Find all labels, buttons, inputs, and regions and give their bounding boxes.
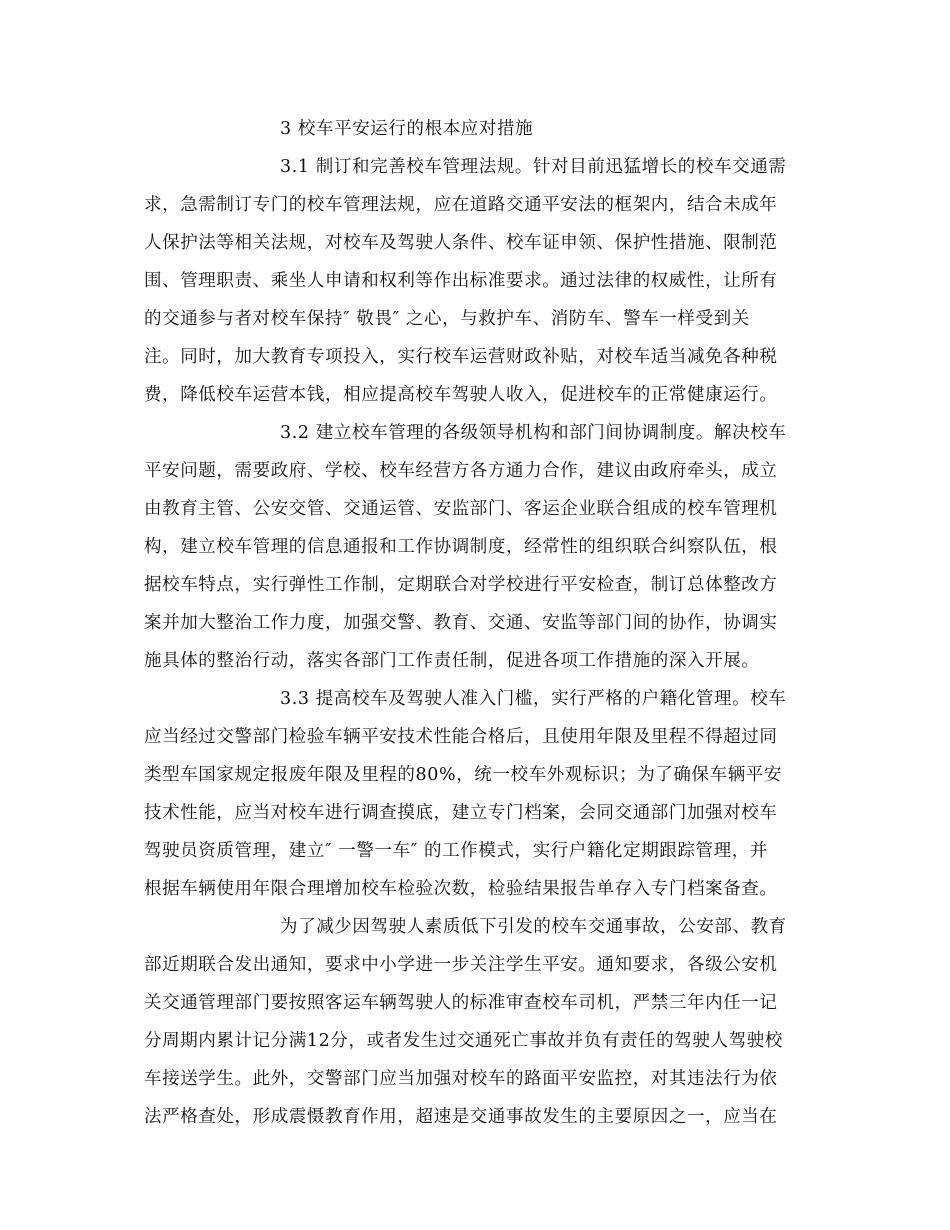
paragraph-line: 驾驶员资质管理，建立″ 一警一车″ 的工作模式，实行户籍化定期跟踪管理，并	[144, 841, 768, 861]
paragraph-line: 技术性能，应当对校车进行调查摸底，建立专门档案，会同交通部门加强对校车	[144, 803, 778, 823]
paragraph-line: 类型车国家规定报废年限及里程的80%，统一校车外观标识；为了确保车辆平安	[144, 765, 782, 785]
paragraph-line: 关交通管理部门要按照客运车辆驾驶人的标准审查校车司机，严禁三年内任一记	[144, 993, 778, 1013]
paragraph-line: 分周期内累计记分满12分，或者发生过交通死亡事故并负有责任的驾驶人驾驶校	[144, 1031, 783, 1051]
paragraph-line: 为了减少因驾驶人素质低下引发的校车交通事故，公安部、教育	[280, 917, 787, 937]
paragraph-line: 车接送学生。此外，交警部门应当加强对校车的路面平安监控，对其违法行为依	[144, 1069, 778, 1089]
paragraph-line: 的交通参与者对校车保持″ 敬畏″ 之心，与救护车、消防车、警车一样受到关	[144, 309, 750, 329]
section-heading: 3 校车平安运行的根本应对措施	[280, 119, 534, 139]
paragraph-line: 3.3 提高校车及驾驶人准入门槛，实行严格的户籍化管理。校车	[280, 689, 787, 709]
paragraph-line: 3.1 制订和完善校车管理法规。针对目前迅猛增长的校车交通需	[280, 157, 787, 177]
paragraph-line: 求，急需制订专门的校车管理法规，应在道路交通平安法的框架内，结合未成年	[144, 195, 778, 215]
paragraph-line: 部近期联合发出通知，要求中小学进一步关注学生平安。通知要求，各级公安机	[144, 955, 778, 975]
paragraph-line: 平安问题，需要政府、学校、校车经营方各方通力合作，建议由政府牵头，成立	[144, 461, 778, 481]
paragraph-line: 构，建立校车管理的信息通报和工作协调制度，经常性的组织联合纠察队伍，根	[144, 537, 778, 557]
paragraph-line: 据校车特点，实行弹性工作制，定期联合对学校进行平安检查，制订总体整改方	[144, 575, 778, 595]
paragraph-line: 法严格查处，形成震慑教育作用，超速是交通事故发生的主要原因之一，应当在	[144, 1107, 778, 1127]
paragraph-line: 人保护法等相关法规，对校车及驾驶人条件、校车证申领、保护性措施、限制范	[144, 233, 778, 253]
paragraph-line: 费，降低校车运营本钱，相应提高校车驾驶人收入，促进校车的正常健康运行。	[144, 385, 778, 405]
paragraph-line: 3.2 建立校车管理的各级领导机构和部门间协调制度。解决校车	[280, 423, 787, 443]
paragraph-line: 案并加大整治工作力度，加强交警、教育、交通、安监等部门间的协作，协调实	[144, 613, 778, 633]
paragraph-line: 由教育主管、公安交管、交通运管、安监部门、客运企业联合组成的校车管理机	[144, 499, 778, 519]
paragraph-line: 应当经过交警部门检验车辆平安技术性能合格后，且使用年限及里程不得超过同	[144, 727, 778, 747]
paragraph-line: 注。同时，加大教育专项投入，实行校车运营财政补贴，对校车适当减免各种税	[144, 347, 778, 367]
paragraph-line: 施具体的整治行动，落实各部门工作责任制，促进各项工作措施的深入开展。	[144, 651, 760, 671]
paragraph-line: 围、管理职责、乘坐人申请和权利等作出标准要求。通过法律的权威性，让所有	[144, 271, 778, 291]
paragraph-line: 根据车辆使用年限合理增加校车检验次数，检验结果报告单存入专门档案备查。	[144, 879, 778, 899]
